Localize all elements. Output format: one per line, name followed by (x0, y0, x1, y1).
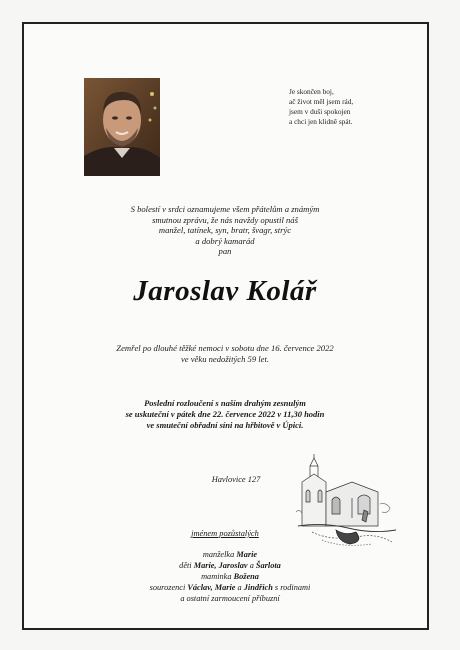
mourner-mother (80, 571, 380, 582)
mourner-name: Václav, Marie (187, 583, 236, 592)
conjunction: a (247, 561, 256, 570)
conjunction: a (235, 583, 244, 592)
funeral-line: Poslední rozloučení s naším drahým zesnulým (144, 398, 306, 408)
poem-line: ač život měl jsem rád, (289, 97, 354, 106)
mourner-name: Božena (233, 572, 259, 581)
mourner-children (80, 560, 380, 571)
intro-line: manžel, tatínek, syn, bratr, švagr, strýc (158, 225, 292, 236)
mourner-others: a ostatní zarmoucení příbuzní (180, 594, 280, 603)
deceased-name: Jaroslav Kolář (133, 275, 317, 307)
death-line: ve věku nedožitých 59 let. (180, 354, 270, 364)
mourner-name: Šarlota (255, 561, 281, 570)
mourner-wife (80, 549, 380, 560)
chapel-illustration (292, 452, 400, 554)
mourners-list (80, 549, 380, 604)
mourner-siblings (80, 582, 380, 593)
poem-line: Je skončen boj, (289, 87, 334, 96)
intro-line: pan (218, 246, 232, 257)
mourners-heading: jménem pozůstalých (191, 529, 259, 538)
relation-suffix: s rodinami (272, 583, 311, 592)
poem-line: jsem v duši spokojen (289, 107, 351, 116)
death-notice (60, 343, 390, 365)
mourner-name: Marie, Jaroslav (193, 561, 248, 570)
portrait-photo (84, 78, 160, 176)
family-address: Havlovice 127 (211, 475, 261, 484)
poem-line: a chci jen klidně spát. (289, 117, 353, 126)
mourner-name: Marie (236, 550, 258, 559)
funeral-line: se uskuteční v pátek dne 22. července 2022 v 11,30 hodin (125, 409, 325, 419)
funeral-line: ve smuteční obřadní síni na hřbitově v Úpici. (146, 420, 304, 430)
intro-line: a dobrý kamarád (195, 235, 255, 246)
announcement-intro (60, 204, 390, 257)
relation-label: manželka (202, 550, 237, 559)
intro-line: S bolestí v srdci oznamujeme všem přátelům a známým (130, 204, 320, 214)
death-line: Zemřel po dlouhé těžké nemoci v sobotu dne 16. července 2022 (116, 343, 334, 353)
relation-label: děti (179, 561, 194, 570)
funeral-details (60, 398, 390, 431)
mourner-name: Jindřich (243, 583, 273, 592)
relation-label: maminka (201, 572, 234, 581)
intro-line: smutnou zprávu, že nás navždy opustil náš (152, 214, 298, 225)
memorial-poem (289, 87, 399, 127)
relation-label: sourozenci (149, 583, 188, 592)
